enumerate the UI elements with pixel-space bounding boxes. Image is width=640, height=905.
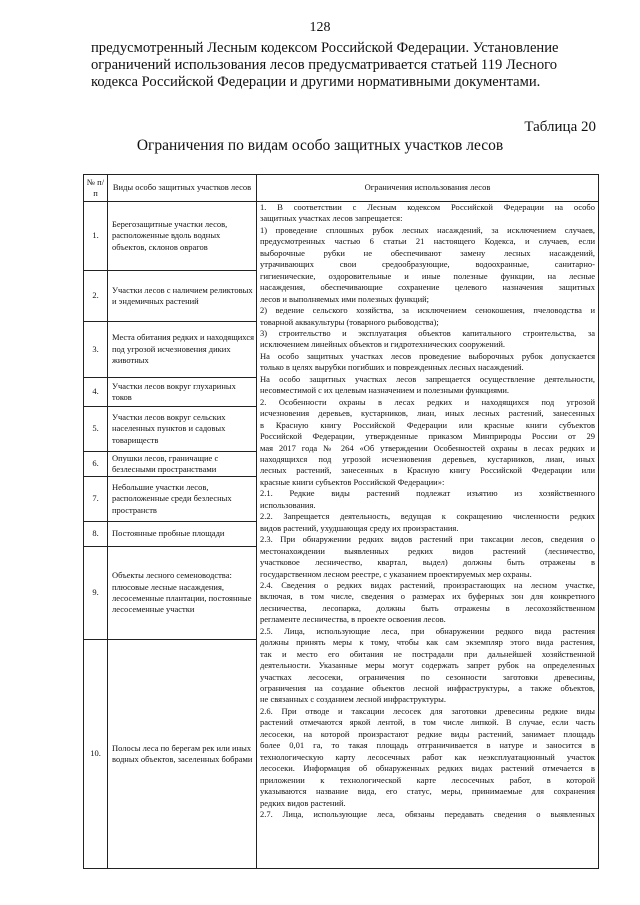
restriction-line: не связанных с созданием лесной инфраструктуры.	[260, 694, 446, 705]
header-type: Виды особо защитных участков лесов	[108, 175, 257, 202]
restriction-line: предусмотренных частью 6 статьи 21 настоящего Кодекса, и случаев, если	[260, 236, 595, 247]
row-number: 3.	[84, 322, 108, 378]
restrictions-table	[83, 174, 599, 869]
intro-line: кодекса Российской Федерации и другими нормативными документами.	[91, 74, 541, 90]
restriction-line: в Красную книгу Российской Федерации или красные книги субъектов	[260, 419, 595, 430]
restriction-line: так и место его обитания не пострадали при дальнейшей хозяйственной	[260, 648, 595, 659]
table-label: Таблица 20	[524, 119, 596, 135]
row-number: 1.	[84, 202, 108, 271]
row-type: Места обитания редких и находящихся под угрозой исчезновения диких животных	[108, 322, 257, 378]
intro-line: ограничений использования лесов предусматривается статьей 119 Лесного	[91, 57, 558, 73]
restriction-line: участковое лесничество, квартал, выдел) должны быть отражены в	[260, 557, 595, 568]
restriction-line: исчезновения деревьев, кустарников, лиан, иных лесных растений, занесенных	[260, 408, 595, 419]
row-number: 10.	[84, 640, 108, 869]
row-number: 8.	[84, 522, 108, 547]
restriction-line: Российской Федерации, утвержденные приказом Минприроды России от 29	[260, 431, 595, 442]
table-header-row	[84, 175, 599, 202]
restriction-line: 2.6. При отводе и таксации лесосек для заготовки древесины редкие виды	[260, 705, 595, 716]
row-type: Берегозащитные участки лесов, расположенные вдоль водных объектов, склонов оврагов	[108, 202, 257, 271]
table-row	[84, 202, 599, 271]
restriction-line: ограничения на создание объектов лесной инфраструктуры, а также объектов,	[260, 683, 595, 694]
row-type: Полосы леса по берегам рек или иных водных объектов, заселенных бобрами	[108, 640, 257, 869]
restriction-line: защитных участках лесов запрещается:	[260, 213, 403, 224]
restriction-line: включая, в том числе, сведения о размерах их буферных зон для конкретного	[260, 591, 595, 602]
restriction-line: использования.	[260, 499, 316, 510]
row-type: Постоянные пробные площади	[108, 522, 257, 547]
restriction-line: гигиенические, оздоровительные и иные полезные функции, на лесные	[260, 270, 595, 281]
restriction-line: На особо защитных участках лесов запрещается осуществление деятельности,	[260, 373, 595, 384]
restriction-line: 2.2. Запрещается деятельность, ведущая к сокращению численности редких	[260, 511, 595, 522]
restriction-line: 2.3. При обнаружении редких видов растений при таксации лесов, сведения о	[260, 534, 595, 545]
restriction-line: растений отмечаются яркой лентой, в том числе липкой. В случае, если часть	[260, 717, 595, 728]
restrictions-lines	[260, 202, 595, 820]
restriction-line: указываются название вида, его статус, меры, принимаемые для сохранения	[260, 786, 595, 797]
restriction-line: более 0,01 га, то такая площадь отграничивается в натуре и заносится в	[260, 740, 595, 751]
header-number: № п/п	[84, 175, 108, 202]
restriction-line: товарной аквакультуры (товарного рыбоводства);	[260, 316, 439, 327]
header-restrictions: Ограничения использования лесов	[257, 175, 599, 202]
restriction-line: местонахождении выявленных редких видов растений (лесничество,	[260, 545, 595, 556]
row-type: Опушки лесов, граничащие с безлесными пространствами	[108, 452, 257, 477]
restriction-line: технологическую карту лесосечных работ как неэксплуатационный участок	[260, 751, 595, 762]
row-type: Участки лесов с наличием реликтовых и эндемичных растений	[108, 271, 257, 322]
intro-paragraph	[91, 40, 597, 91]
restriction-line: регламенте лесничества, в проекте освоения лесов.	[260, 614, 446, 625]
restriction-line: 2.7. Лица, использующие леса, обязаны передавать сведения о выявленных	[260, 809, 595, 820]
page-number: 128	[309, 20, 331, 35]
restriction-line: 1. В соответствии с Лесным кодексом Российской Федерации на особо	[260, 202, 595, 212]
row-number: 5.	[84, 407, 108, 452]
row-type: Участки лесов вокруг сельских населенных пунктов и садовых товариществ	[108, 407, 257, 452]
restriction-line: 2.4. Сведения о редких видах растений, произрастающих на лесном участке,	[260, 579, 595, 590]
row-type: Участки лесов вокруг глухариных токов	[108, 378, 257, 407]
restriction-line: деятельности. Указанные меры могут содержать запрет рубок на определенных	[260, 660, 595, 671]
restriction-line: 3) строительство и эксплуатация объектов капитального строительства, за	[260, 327, 595, 338]
restriction-line: мая 2017 года № 264 «Об утверждении Особенностей охраны в лесах редких и	[260, 442, 595, 453]
restriction-line: лесничества, лесопарка, должны быть отражены в лесохозяйственном	[260, 602, 595, 613]
restriction-line: находящихся под угрозой исчезновения деревьев, кустарников, лиан, иных	[260, 453, 595, 464]
restriction-line: приложении к технологической карте лесосечных работ, в которой	[260, 774, 595, 785]
restriction-line: 2) ведение сельского хозяйства, за исключением сенокошения, пчеловодства и	[260, 305, 595, 316]
restriction-line: несовместимой с их целевым назначением и полезными функциями.	[260, 385, 510, 396]
restriction-line: редких видов растений.	[260, 797, 346, 808]
table-title: Ограничения по видам особо защитных участков лесов	[136, 137, 504, 154]
row-number: 4.	[84, 378, 108, 407]
restriction-line: исключением линейных объектов и гидротехнических сооружений.	[260, 339, 506, 350]
restriction-line: только в целях вырубки погибших и поврежденных лесных насаждений.	[260, 362, 524, 373]
restriction-line: должны принять меры к тому, чтобы как сам экземпляр этого вида растения,	[260, 637, 595, 648]
restriction-line: участках лесосеки, ограничения по сезонности заготовки древесины,	[260, 671, 595, 682]
restriction-line: 2.5. Лица, использующие леса, при обнаружении редкого вида растения	[260, 625, 595, 636]
restriction-line: красные книги субъектов Российской Федерации»:	[260, 476, 445, 487]
restriction-line: выборочные рубки не обеспечивают замену лесных насаждений,	[260, 247, 595, 258]
restriction-line: видов растений, ухудшающая среду их произрастания.	[260, 522, 459, 533]
restriction-line: лесосеки. Информация об обнаруженных редких видах растений отмечается в	[260, 763, 595, 774]
restriction-line: лесов и выполняемых ими полезных функций;	[260, 293, 430, 304]
restriction-line: лесосеки, на которой произрастают редкие виды растений, занимает площадь	[260, 728, 595, 739]
intro-line: предусмотренный Лесным кодексом Российской Федерации. Установление	[91, 40, 559, 56]
restriction-line: 2.1. Редкие виды растений подлежат изъятию из хозяйственного	[260, 488, 595, 499]
restriction-line: лесных растений, занесенных в Красную книгу Российской Федерации или	[260, 465, 595, 476]
restriction-line: утрачивающих свои средообразующие, водоохранные, санитарно-	[260, 259, 595, 270]
restriction-line: насаждения, обеспечивающие сохранение целевого назначения защитных	[260, 282, 595, 293]
restriction-line: 1) проведение сплошных рубок лесных насаждений, за исключением случаев,	[260, 224, 595, 235]
restriction-line: На особо защитных участках лесов проведение выборочных рубок допускается	[260, 350, 595, 361]
row-number: 6.	[84, 452, 108, 477]
row-type: Объекты лесного семеноводства: плюсовые лесные насаждения, лесосеменные плантации, постоянные лесосеменные участки	[108, 547, 257, 640]
restriction-line: государственном лесном реестре, с указанием проектируемых мер охраны.	[260, 568, 532, 579]
row-type: Небольшие участки лесов, расположенные среди безлесных пространств	[108, 477, 257, 522]
row-number: 9.	[84, 547, 108, 640]
row-number: 7.	[84, 477, 108, 522]
row-number: 2.	[84, 271, 108, 322]
restrictions-text	[257, 202, 599, 869]
restriction-line: 2. Особенности охраны в лесах редких и находящихся под угрозой	[260, 396, 595, 407]
